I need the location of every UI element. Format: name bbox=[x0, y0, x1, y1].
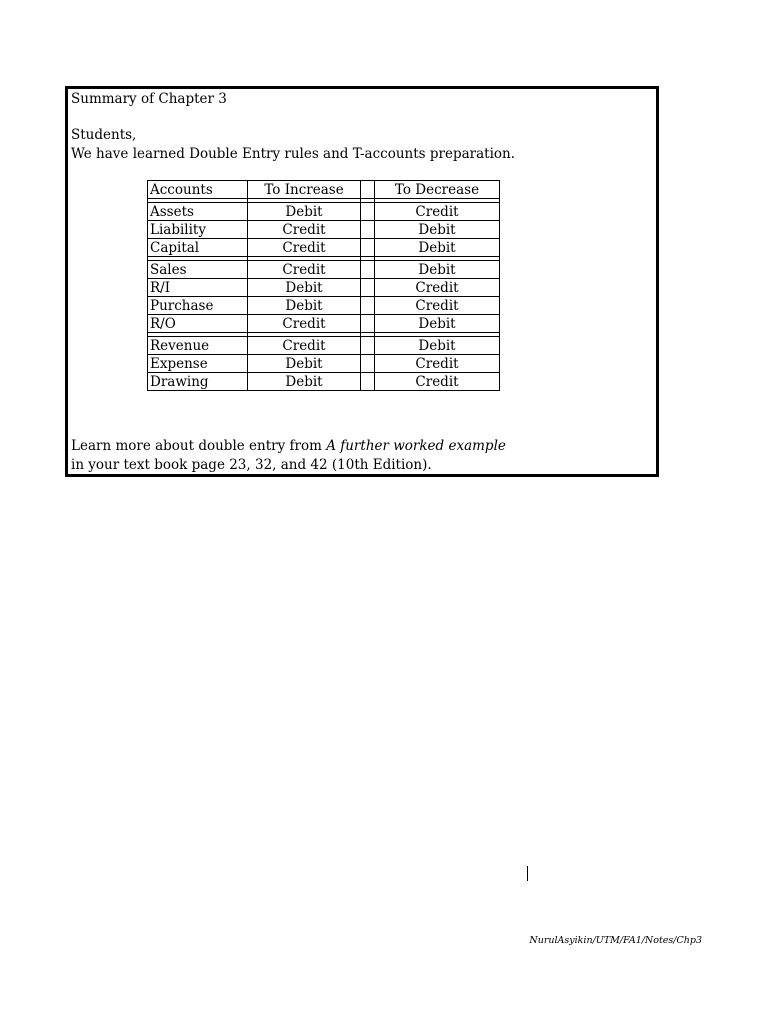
column-gap bbox=[361, 315, 375, 333]
table-row bbox=[148, 297, 500, 315]
table-row bbox=[148, 315, 500, 333]
footer-note: NurulAsyikin/UTM/FA1/Notes/Chp3 bbox=[529, 935, 702, 946]
to-decrease-value: Debit bbox=[375, 261, 500, 279]
to-decrease-value: Credit bbox=[375, 297, 500, 315]
intro-text: We have learned Double Entry rules and T-accounts preparation. bbox=[71, 146, 516, 162]
to-increase-value: Debit bbox=[248, 355, 361, 373]
summary-box bbox=[65, 86, 659, 477]
table-row bbox=[148, 373, 500, 391]
table-row bbox=[148, 261, 500, 279]
column-gap bbox=[361, 203, 375, 221]
account-name: Purchase bbox=[148, 297, 248, 315]
account-name: R/I bbox=[148, 279, 248, 297]
double-entry-rules-table bbox=[147, 180, 500, 391]
account-name: Sales bbox=[148, 261, 248, 279]
greeting: Students, bbox=[71, 127, 137, 143]
column-gap bbox=[361, 181, 375, 199]
account-name: Drawing bbox=[148, 373, 248, 391]
column-gap bbox=[361, 355, 375, 373]
account-name: R/O bbox=[148, 315, 248, 333]
table-row bbox=[148, 239, 500, 257]
to-increase-value: Credit bbox=[248, 221, 361, 239]
to-increase-value: Credit bbox=[248, 315, 361, 333]
text-cursor bbox=[527, 866, 528, 881]
header-to-increase: To Increase bbox=[248, 181, 361, 199]
table-row bbox=[148, 279, 500, 297]
to-decrease-value: Credit bbox=[375, 203, 500, 221]
table-row bbox=[148, 355, 500, 373]
account-name: Liability bbox=[148, 221, 248, 239]
to-increase-value: Debit bbox=[248, 203, 361, 221]
column-gap bbox=[361, 239, 375, 257]
account-name: Assets bbox=[148, 203, 248, 221]
to-decrease-value: Credit bbox=[375, 355, 500, 373]
header-to-decrease: To Decrease bbox=[375, 181, 500, 199]
table-row bbox=[148, 221, 500, 239]
summary-title: Summary of Chapter 3 bbox=[71, 91, 227, 107]
column-gap bbox=[361, 373, 375, 391]
column-gap bbox=[361, 297, 375, 315]
account-name: Revenue bbox=[148, 337, 248, 355]
learn-more-line bbox=[71, 438, 506, 454]
header-accounts: Accounts bbox=[148, 181, 248, 199]
table-header-row bbox=[148, 181, 500, 199]
to-increase-value: Debit bbox=[248, 297, 361, 315]
to-decrease-value: Debit bbox=[375, 221, 500, 239]
to-decrease-value: Credit bbox=[375, 279, 500, 297]
learn-more-prefix: Learn more about double entry from bbox=[71, 438, 327, 454]
to-increase-value: Debit bbox=[248, 279, 361, 297]
to-decrease-value: Debit bbox=[375, 315, 500, 333]
worked-example-title: A further worked example bbox=[326, 438, 506, 454]
account-name: Capital bbox=[148, 239, 248, 257]
to-increase-value: Credit bbox=[248, 337, 361, 355]
to-increase-value: Credit bbox=[248, 261, 361, 279]
table-row bbox=[148, 337, 500, 355]
column-gap bbox=[361, 279, 375, 297]
textbook-reference: in your text book page 23, 32, and 42 (10th Edition). bbox=[71, 457, 432, 473]
to-decrease-value: Credit bbox=[375, 373, 500, 391]
to-decrease-value: Debit bbox=[375, 239, 500, 257]
table-row bbox=[148, 203, 500, 221]
to-increase-value: Debit bbox=[248, 373, 361, 391]
account-name: Expense bbox=[148, 355, 248, 373]
to-increase-value: Credit bbox=[248, 239, 361, 257]
column-gap bbox=[361, 337, 375, 355]
column-gap bbox=[361, 261, 375, 279]
to-decrease-value: Debit bbox=[375, 337, 500, 355]
column-gap bbox=[361, 221, 375, 239]
